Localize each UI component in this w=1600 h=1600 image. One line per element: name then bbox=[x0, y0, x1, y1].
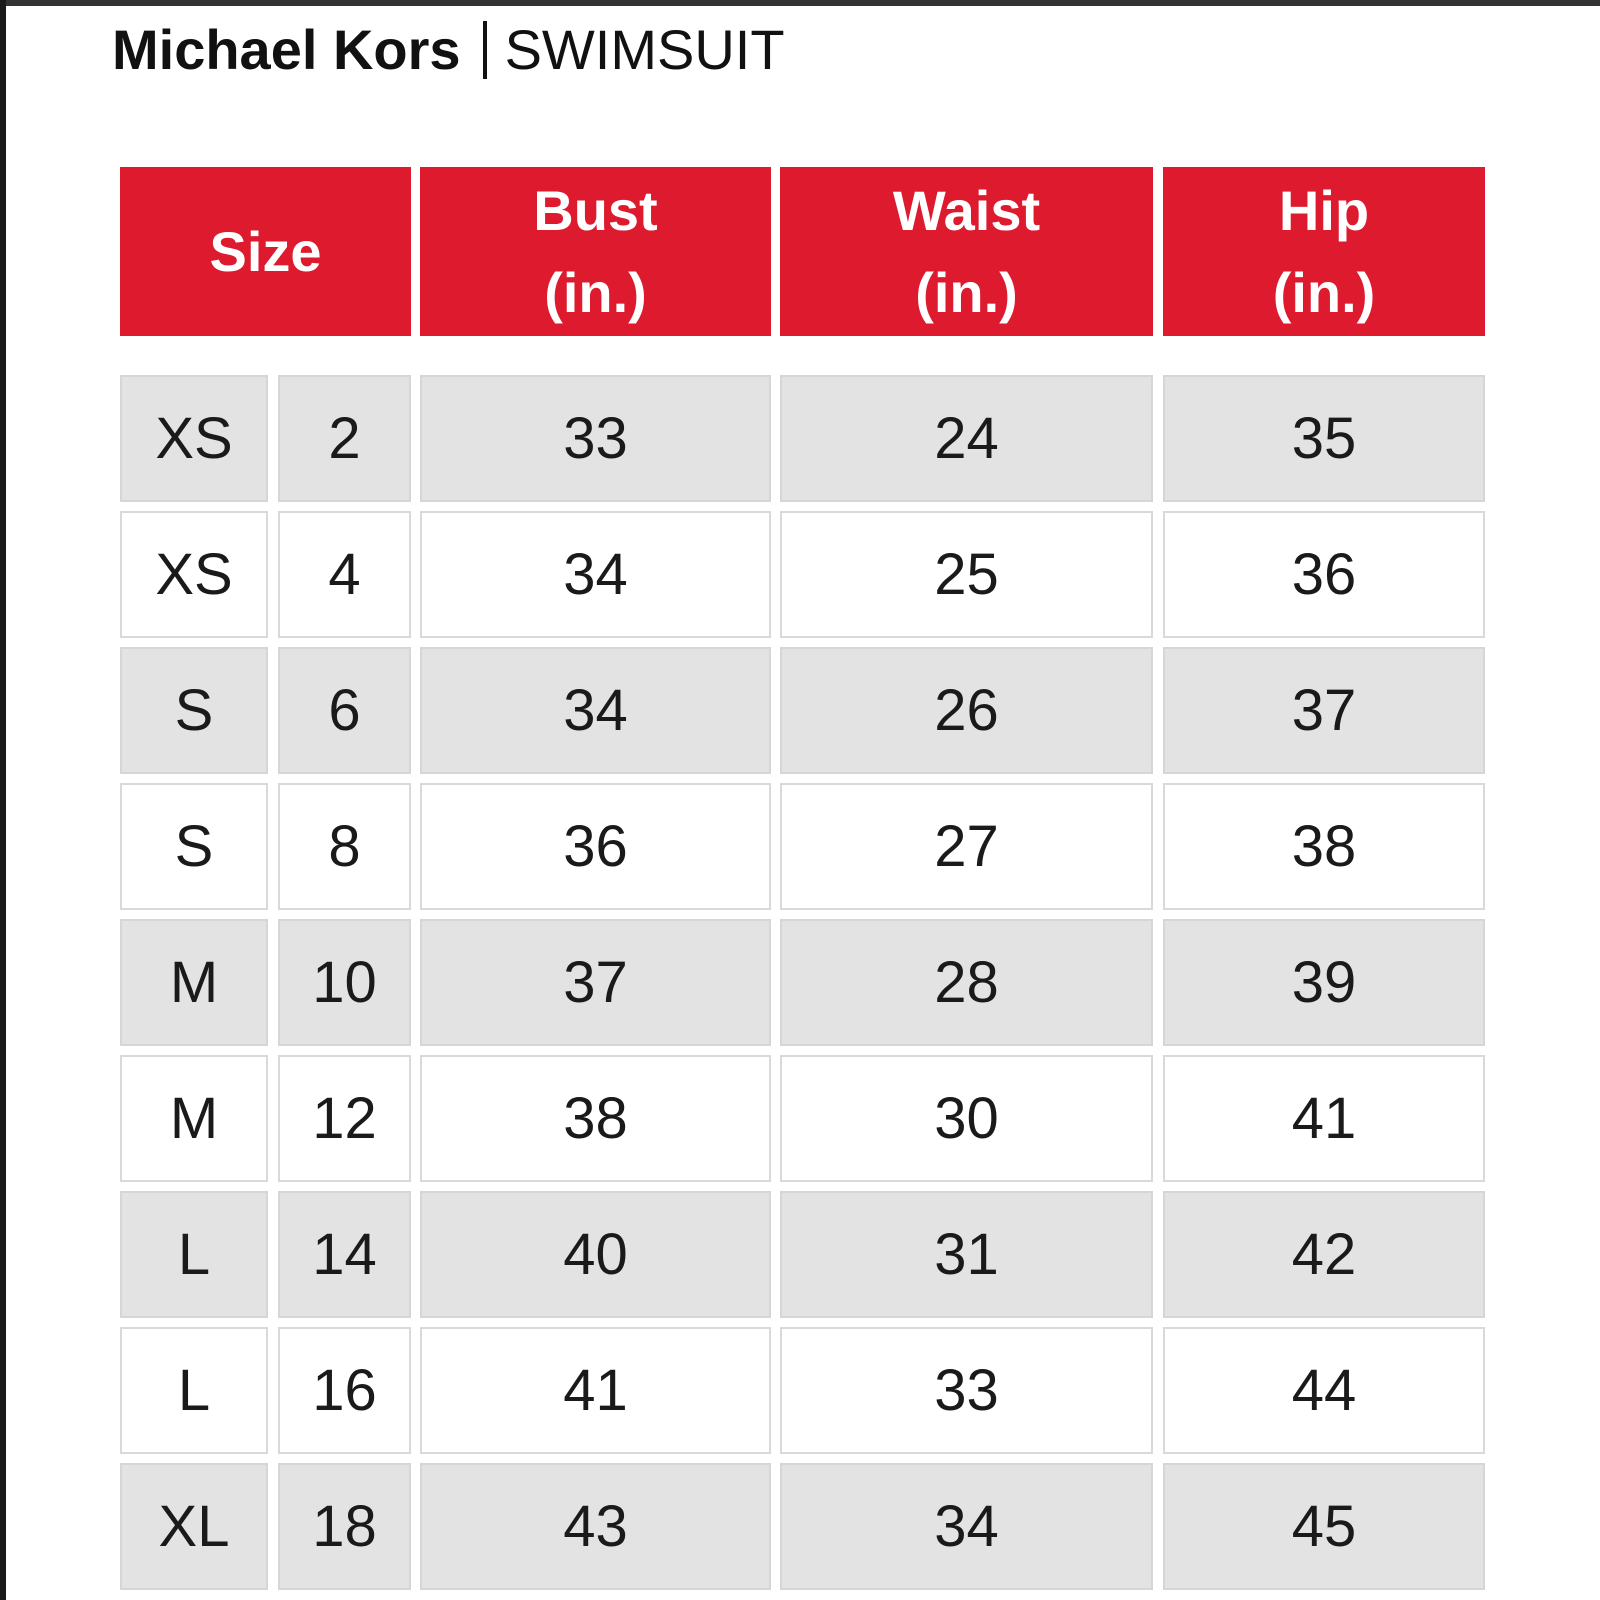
brand-name: Michael Kors bbox=[112, 18, 461, 81]
cell-hip: 44 bbox=[1163, 1327, 1485, 1454]
cell-hip: 37 bbox=[1163, 647, 1485, 774]
cell-size-number: 10 bbox=[278, 919, 411, 1046]
cell-bust: 43 bbox=[420, 1463, 771, 1590]
cell-hip: 42 bbox=[1163, 1191, 1485, 1318]
cell-bust: 40 bbox=[420, 1191, 771, 1318]
cell-size-letter: S bbox=[120, 783, 268, 910]
cell-waist: 24 bbox=[780, 375, 1153, 502]
cell-size-letter: XL bbox=[120, 1463, 268, 1590]
cell-waist: 25 bbox=[780, 511, 1153, 638]
header-bust bbox=[420, 167, 771, 336]
cell-bust: 37 bbox=[420, 919, 771, 1046]
cell-size-letter: M bbox=[120, 919, 268, 1046]
cell-waist: 28 bbox=[780, 919, 1153, 1046]
header-hip-label: Hip bbox=[1278, 178, 1370, 242]
cell-bust: 41 bbox=[420, 1327, 771, 1454]
title-separator bbox=[483, 21, 487, 79]
page-title bbox=[112, 18, 785, 82]
cell-waist: 34 bbox=[780, 1463, 1153, 1590]
header-size bbox=[120, 167, 411, 336]
cell-waist: 31 bbox=[780, 1191, 1153, 1318]
cell-size-number: 12 bbox=[278, 1055, 411, 1182]
cell-waist: 27 bbox=[780, 783, 1153, 910]
header-bust-unit: (in.) bbox=[544, 260, 647, 324]
cell-size-number: 4 bbox=[278, 511, 411, 638]
cell-bust: 36 bbox=[420, 783, 771, 910]
cell-waist: 30 bbox=[780, 1055, 1153, 1182]
header-waist-label: Waist bbox=[892, 178, 1041, 242]
header-size-label: Size bbox=[209, 219, 322, 283]
cell-size-number: 18 bbox=[278, 1463, 411, 1590]
cell-hip: 45 bbox=[1163, 1463, 1485, 1590]
header-bust-label: Bust bbox=[533, 178, 658, 242]
top-border bbox=[0, 0, 1600, 6]
cell-hip: 41 bbox=[1163, 1055, 1485, 1182]
cell-hip: 38 bbox=[1163, 783, 1485, 910]
cell-size-number: 6 bbox=[278, 647, 411, 774]
cell-size-letter: XS bbox=[120, 511, 268, 638]
left-border bbox=[0, 0, 6, 1600]
header-hip bbox=[1163, 167, 1485, 336]
cell-size-number: 16 bbox=[278, 1327, 411, 1454]
cell-size-letter: XS bbox=[120, 375, 268, 502]
cell-size-letter: L bbox=[120, 1327, 268, 1454]
cell-size-letter: L bbox=[120, 1191, 268, 1318]
cell-size-number: 8 bbox=[278, 783, 411, 910]
cell-bust: 38 bbox=[420, 1055, 771, 1182]
cell-hip: 39 bbox=[1163, 919, 1485, 1046]
cell-hip: 36 bbox=[1163, 511, 1485, 638]
product-name: SWIMSUIT bbox=[504, 18, 785, 81]
cell-size-letter: S bbox=[120, 647, 268, 774]
cell-hip: 35 bbox=[1163, 375, 1485, 502]
cell-bust: 33 bbox=[420, 375, 771, 502]
cell-size-number: 2 bbox=[278, 375, 411, 502]
cell-bust: 34 bbox=[420, 647, 771, 774]
header-hip-unit: (in.) bbox=[1272, 260, 1376, 324]
cell-size-number: 14 bbox=[278, 1191, 411, 1318]
cell-size-letter: M bbox=[120, 1055, 268, 1182]
header-waist bbox=[780, 167, 1153, 336]
cell-bust: 34 bbox=[420, 511, 771, 638]
header-waist-unit: (in.) bbox=[915, 260, 1018, 324]
cell-waist: 33 bbox=[780, 1327, 1153, 1454]
cell-waist: 26 bbox=[780, 647, 1153, 774]
